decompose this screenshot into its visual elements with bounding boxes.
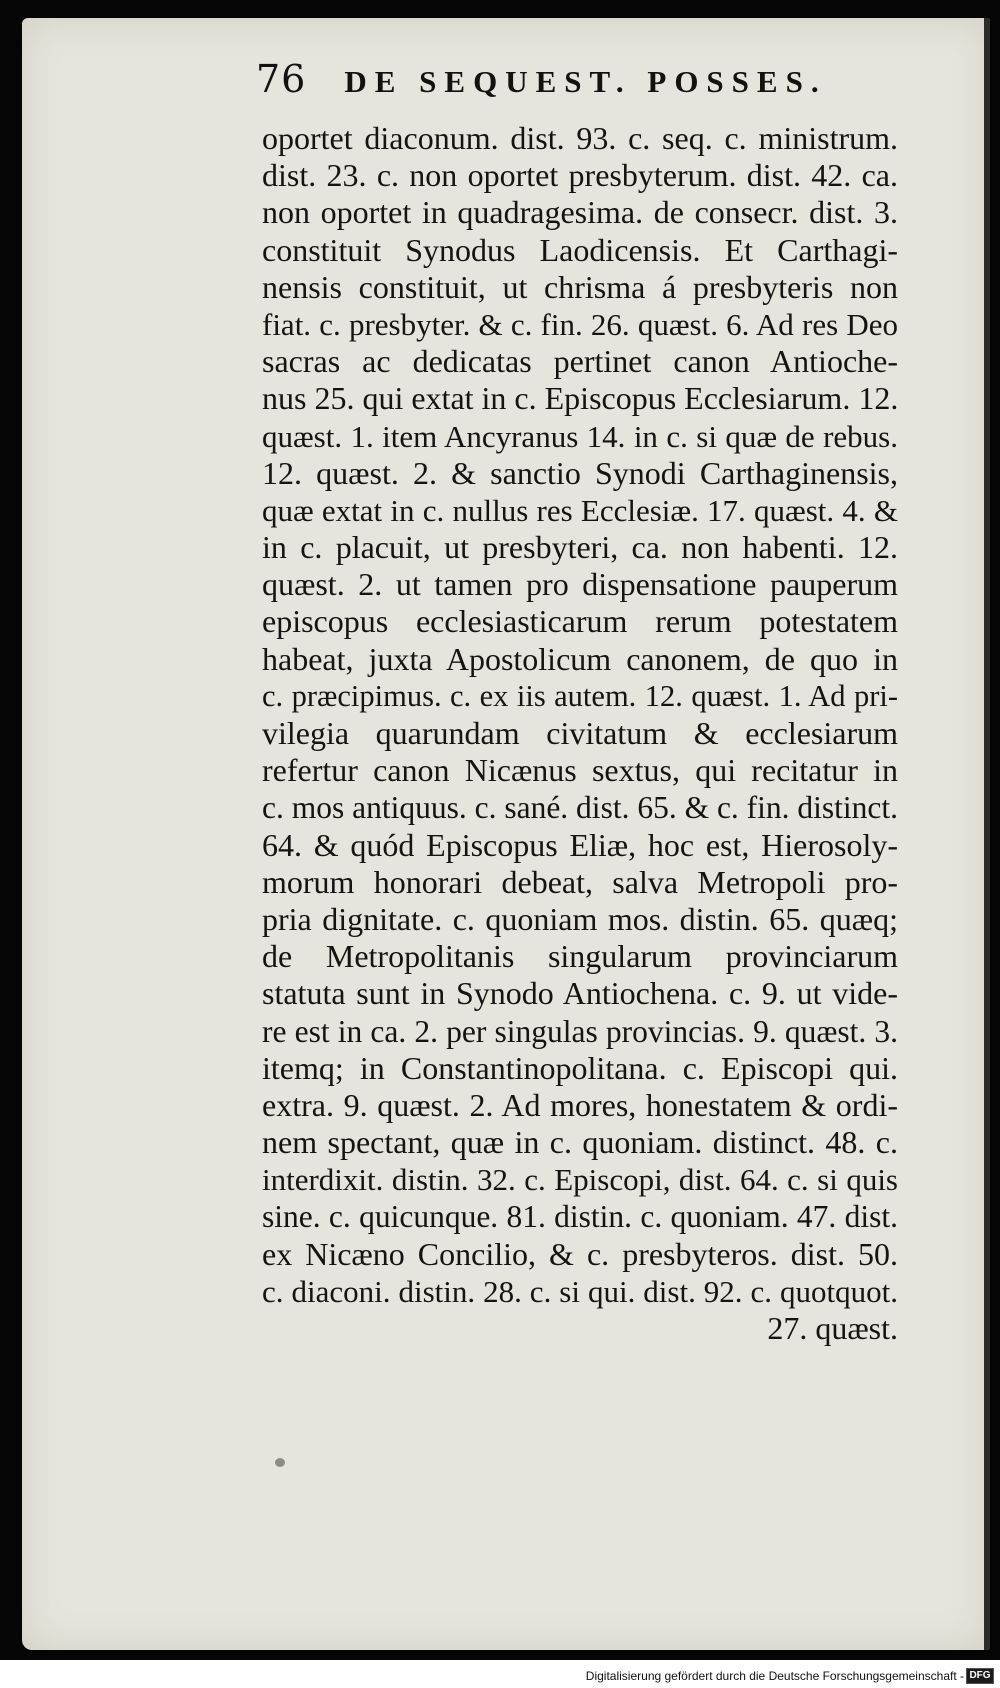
text-line: de Metropolitanis singularum provinciarum	[262, 938, 898, 975]
page-number: 76	[256, 57, 307, 101]
text-line: refertur canon Nicænus sextus, qui recitatur in	[262, 752, 898, 789]
text-line: sine. c. quicunque. 81. distin. c. quoniam. 47. dist.	[262, 1199, 898, 1235]
page-edge	[984, 18, 990, 1650]
text-line: sacras ac dedicatas pertinet canon Antioche-	[262, 343, 898, 380]
text-line: itemq; in Constantinopolitana. c. Episcopi qui.	[262, 1049, 898, 1086]
text-line: nem spectant, quæ in c. quoniam. distinct. 48. c.	[262, 1124, 898, 1161]
text-line: re est in ca. 2. per singulas provincias. 9. quæst. 3.	[262, 1013, 898, 1049]
text-line: quæst. 2. ut tamen pro dispensatione pauperum	[262, 566, 898, 603]
running-head: DE SEQUEST. POSSES.	[344, 64, 827, 99]
text-line: non oportet in quadragesima. de consecr. dist. 3.	[262, 194, 898, 231]
text-line: pria dignitate. c. quoniam mos. distin. 65. quæq;	[262, 900, 898, 937]
catchword-line: 27. quæst.	[767, 1310, 898, 1346]
text-line: nus 25. qui extat in c. Episcopus Ecclesiarum. 12.	[262, 380, 899, 417]
text-line: 12. quæst. 2. & sanctio Synodi Carthaginensis,	[262, 454, 898, 491]
text-line: habeat, juxta Apostolicum canonem, de quo in	[262, 640, 898, 677]
text-line: constituit Synodus Laodicensis. Et Carthagi-	[262, 231, 898, 268]
ink-smudge	[275, 1458, 285, 1467]
footer-credit: Digitalisierung gefördert durch die Deutsche Forschungsgemeinschaft -	[585, 1669, 964, 1683]
text-line: extra. 9. quæst. 2. Ad mores, honestatem & ordi-	[262, 1086, 898, 1123]
text-line: c. præcipimus. c. ex iis autem. 12. quæst. 1. Ad pri-	[262, 678, 898, 713]
body-text	[262, 120, 898, 1347]
text-line: quæ extat in c. nullus res Ecclesiæ. 17. quæst. 4. &	[262, 492, 898, 528]
text-line: fiat. c. presbyter. & c. fin. 26. quæst. 6. Ad res Deo	[262, 306, 898, 342]
text-line: c. mos antiquus. c. sané. dist. 65. & c. fin. distinct.	[262, 790, 899, 826]
text-line: interdixit. distin. 32. c. Episcopi, dist. 64. c. si quis	[262, 1162, 898, 1198]
text-line: statuta sunt in Synodo Antiochena. c. 9. ut vide-	[262, 975, 898, 1012]
text-line: dist. 23. c. non oportet presbyterum. dist. 42. ca.	[262, 157, 898, 194]
page-header	[256, 57, 896, 107]
text-line: in c. placuit, ut presbyteri, ca. non habenti. 12.	[262, 529, 898, 566]
text-line: c. diaconi. distin. 28. c. si qui. dist. 92. c. quotquot.	[262, 1273, 898, 1309]
dfg-logo-icon: DFG	[966, 1668, 994, 1684]
text-line: morum honorari debeat, salva Metropoli pro-	[262, 863, 898, 900]
text-line: oportet diaconum. dist. 93. c. seq. c. ministrum.	[262, 120, 898, 156]
text-line: quæst. 1. item Ancyranus 14. in c. si quæ de rebus.	[262, 418, 898, 454]
text-line: episcopus ecclesiasticarum rerum potestatem	[262, 603, 898, 640]
text-line: ex Nicæno Concilio, & c. presbyteros. dist. 50.	[262, 1235, 898, 1272]
text-line: vilegia quarundam civitatum & ecclesiarum	[262, 715, 898, 751]
text-line: nensis constituit, ut chrisma á presbyteris non	[262, 268, 898, 305]
text-line: 64. & quód Episcopus Eliæ, hoc est, Hierosoly-	[262, 826, 898, 863]
